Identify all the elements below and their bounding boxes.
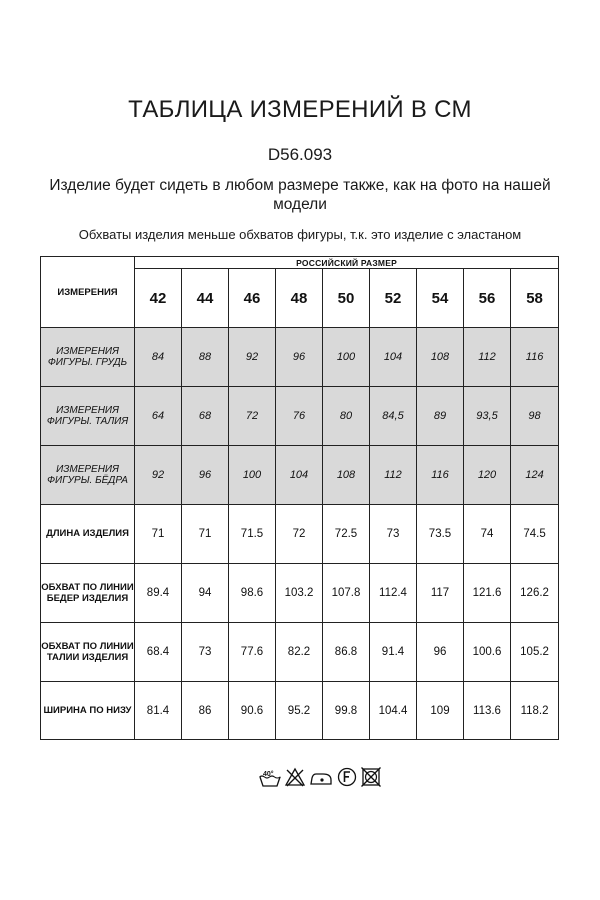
- table-cell: 88: [182, 328, 229, 387]
- table-cell: 71: [135, 505, 182, 564]
- table-cell: 82.2: [276, 623, 323, 682]
- table-row: [41, 328, 559, 387]
- table-row: [41, 682, 559, 740]
- table-cell: 73: [182, 623, 229, 682]
- table-body: [41, 328, 559, 740]
- table-cell: 96: [276, 328, 323, 387]
- table-cell: 96: [182, 446, 229, 505]
- table-row: [41, 446, 559, 505]
- table-cell: 99.8: [323, 682, 370, 740]
- table-cell: 73: [370, 505, 417, 564]
- table-cell: 105.2: [511, 623, 559, 682]
- table-cell: 71.5: [229, 505, 276, 564]
- table-cell: 104: [370, 328, 417, 387]
- table-cell: 98: [511, 387, 559, 446]
- table-cell: 92: [229, 328, 276, 387]
- table-cell: 121.6: [464, 564, 511, 623]
- table-cell: 116: [511, 328, 559, 387]
- no-bleach-icon: [284, 765, 306, 789]
- table-cell: 68: [182, 387, 229, 446]
- row-label: ОБХВАТ ПО ЛИНИИ БЕДЕР ИЗДЕЛИЯ: [41, 564, 135, 623]
- table-cell: 64: [135, 387, 182, 446]
- table-cell: 72.5: [323, 505, 370, 564]
- table-cell: 81.4: [135, 682, 182, 740]
- no-tumble-dry-icon: [360, 765, 382, 789]
- table-cell: 84,5: [370, 387, 417, 446]
- table-row: [41, 564, 559, 623]
- table-row: [41, 505, 559, 564]
- table-cell: 100: [229, 446, 276, 505]
- row-label: ИЗМЕРЕНИЯ ФИГУРЫ. БЁДРА: [41, 446, 135, 505]
- product-code: D56.093: [267, 145, 333, 164]
- table-cell: 109: [417, 682, 464, 740]
- table-row: [41, 387, 559, 446]
- table-cell: 89: [417, 387, 464, 446]
- table-cell: 108: [417, 328, 464, 387]
- size-header-42: 42: [135, 269, 182, 328]
- page-title: ТАБЛИЦА ИЗМЕРЕНИЙ В СМ: [128, 96, 472, 123]
- table-cell: 94: [182, 564, 229, 623]
- table-cell: 91.4: [370, 623, 417, 682]
- table-cell: 89.4: [135, 564, 182, 623]
- table-cell: 124: [511, 446, 559, 505]
- table-cell: 112: [464, 328, 511, 387]
- table-cell: 74: [464, 505, 511, 564]
- table-cell: 84: [135, 328, 182, 387]
- care-icons: [258, 764, 382, 790]
- table-cell: 113.6: [464, 682, 511, 740]
- table-cell: 117: [417, 564, 464, 623]
- table-cell: 108: [323, 446, 370, 505]
- table-cell: 71: [182, 505, 229, 564]
- fit-description: Изделие будет сидеть в любом размере также, как на фото на нашей модели: [49, 177, 551, 213]
- table-cell: 73.5: [417, 505, 464, 564]
- table-cell: 112: [370, 446, 417, 505]
- size-header-58: 58: [511, 269, 559, 328]
- size-header-54: 54: [417, 269, 464, 328]
- table-cell: 112.4: [370, 564, 417, 623]
- wash-temperature-label: 40°: [263, 771, 274, 778]
- table-cell: 118.2: [511, 682, 559, 740]
- row-label: ШИРИНА ПО НИЗУ: [41, 682, 135, 740]
- size-table: [40, 256, 559, 740]
- table-cell: 90.6: [229, 682, 276, 740]
- elastane-note: Обхваты изделия меньше обхватов фигуры, т.к. это изделие с эластаном: [78, 227, 522, 242]
- table-cell: 107.8: [323, 564, 370, 623]
- size-header-50: 50: [323, 269, 370, 328]
- size-system-header: РОССИЙСКИЙ РАЗМЕР: [135, 257, 559, 269]
- table-cell: 76: [276, 387, 323, 446]
- table-cell: 68.4: [135, 623, 182, 682]
- size-header-48: 48: [276, 269, 323, 328]
- table-cell: 72: [229, 387, 276, 446]
- table-cell: 104: [276, 446, 323, 505]
- table-cell: 96: [417, 623, 464, 682]
- row-label: ИЗМЕРЕНИЯ ФИГУРЫ. ТАЛИЯ: [41, 387, 135, 446]
- table-cell: 120: [464, 446, 511, 505]
- size-header-52: 52: [370, 269, 417, 328]
- table-cell: 126.2: [511, 564, 559, 623]
- table-cell: 103.2: [276, 564, 323, 623]
- table-row: [41, 623, 559, 682]
- table-cell: 93,5: [464, 387, 511, 446]
- table-cell: 74.5: [511, 505, 559, 564]
- size-header-44: 44: [182, 269, 229, 328]
- row-label: ДЛИНА ИЗДЕЛИЯ: [41, 505, 135, 564]
- table-cell: 100.6: [464, 623, 511, 682]
- table-cell: 86: [182, 682, 229, 740]
- table-cell: 80: [323, 387, 370, 446]
- dry-clean-f-icon: [336, 765, 358, 789]
- table-cell: 92: [135, 446, 182, 505]
- table-cell: 116: [417, 446, 464, 505]
- table-cell: 95.2: [276, 682, 323, 740]
- table-cell: 77.6: [229, 623, 276, 682]
- measurements-header: ИЗМЕРЕНИЯ: [41, 257, 135, 328]
- iron-low-icon: [308, 765, 334, 789]
- row-label: ОБХВАТ ПО ЛИНИИ ТАЛИИ ИЗДЕЛИЯ: [41, 623, 135, 682]
- table-cell: 104.4: [370, 682, 417, 740]
- row-label: ИЗМЕРЕНИЯ ФИГУРЫ. ГРУДЬ: [41, 328, 135, 387]
- table-cell: 100: [323, 328, 370, 387]
- wash-40-icon: [258, 765, 282, 789]
- table-cell: 98.6: [229, 564, 276, 623]
- size-header-56: 56: [464, 269, 511, 328]
- table-cell: 72: [276, 505, 323, 564]
- size-header-46: 46: [229, 269, 276, 328]
- table-cell: 86.8: [323, 623, 370, 682]
